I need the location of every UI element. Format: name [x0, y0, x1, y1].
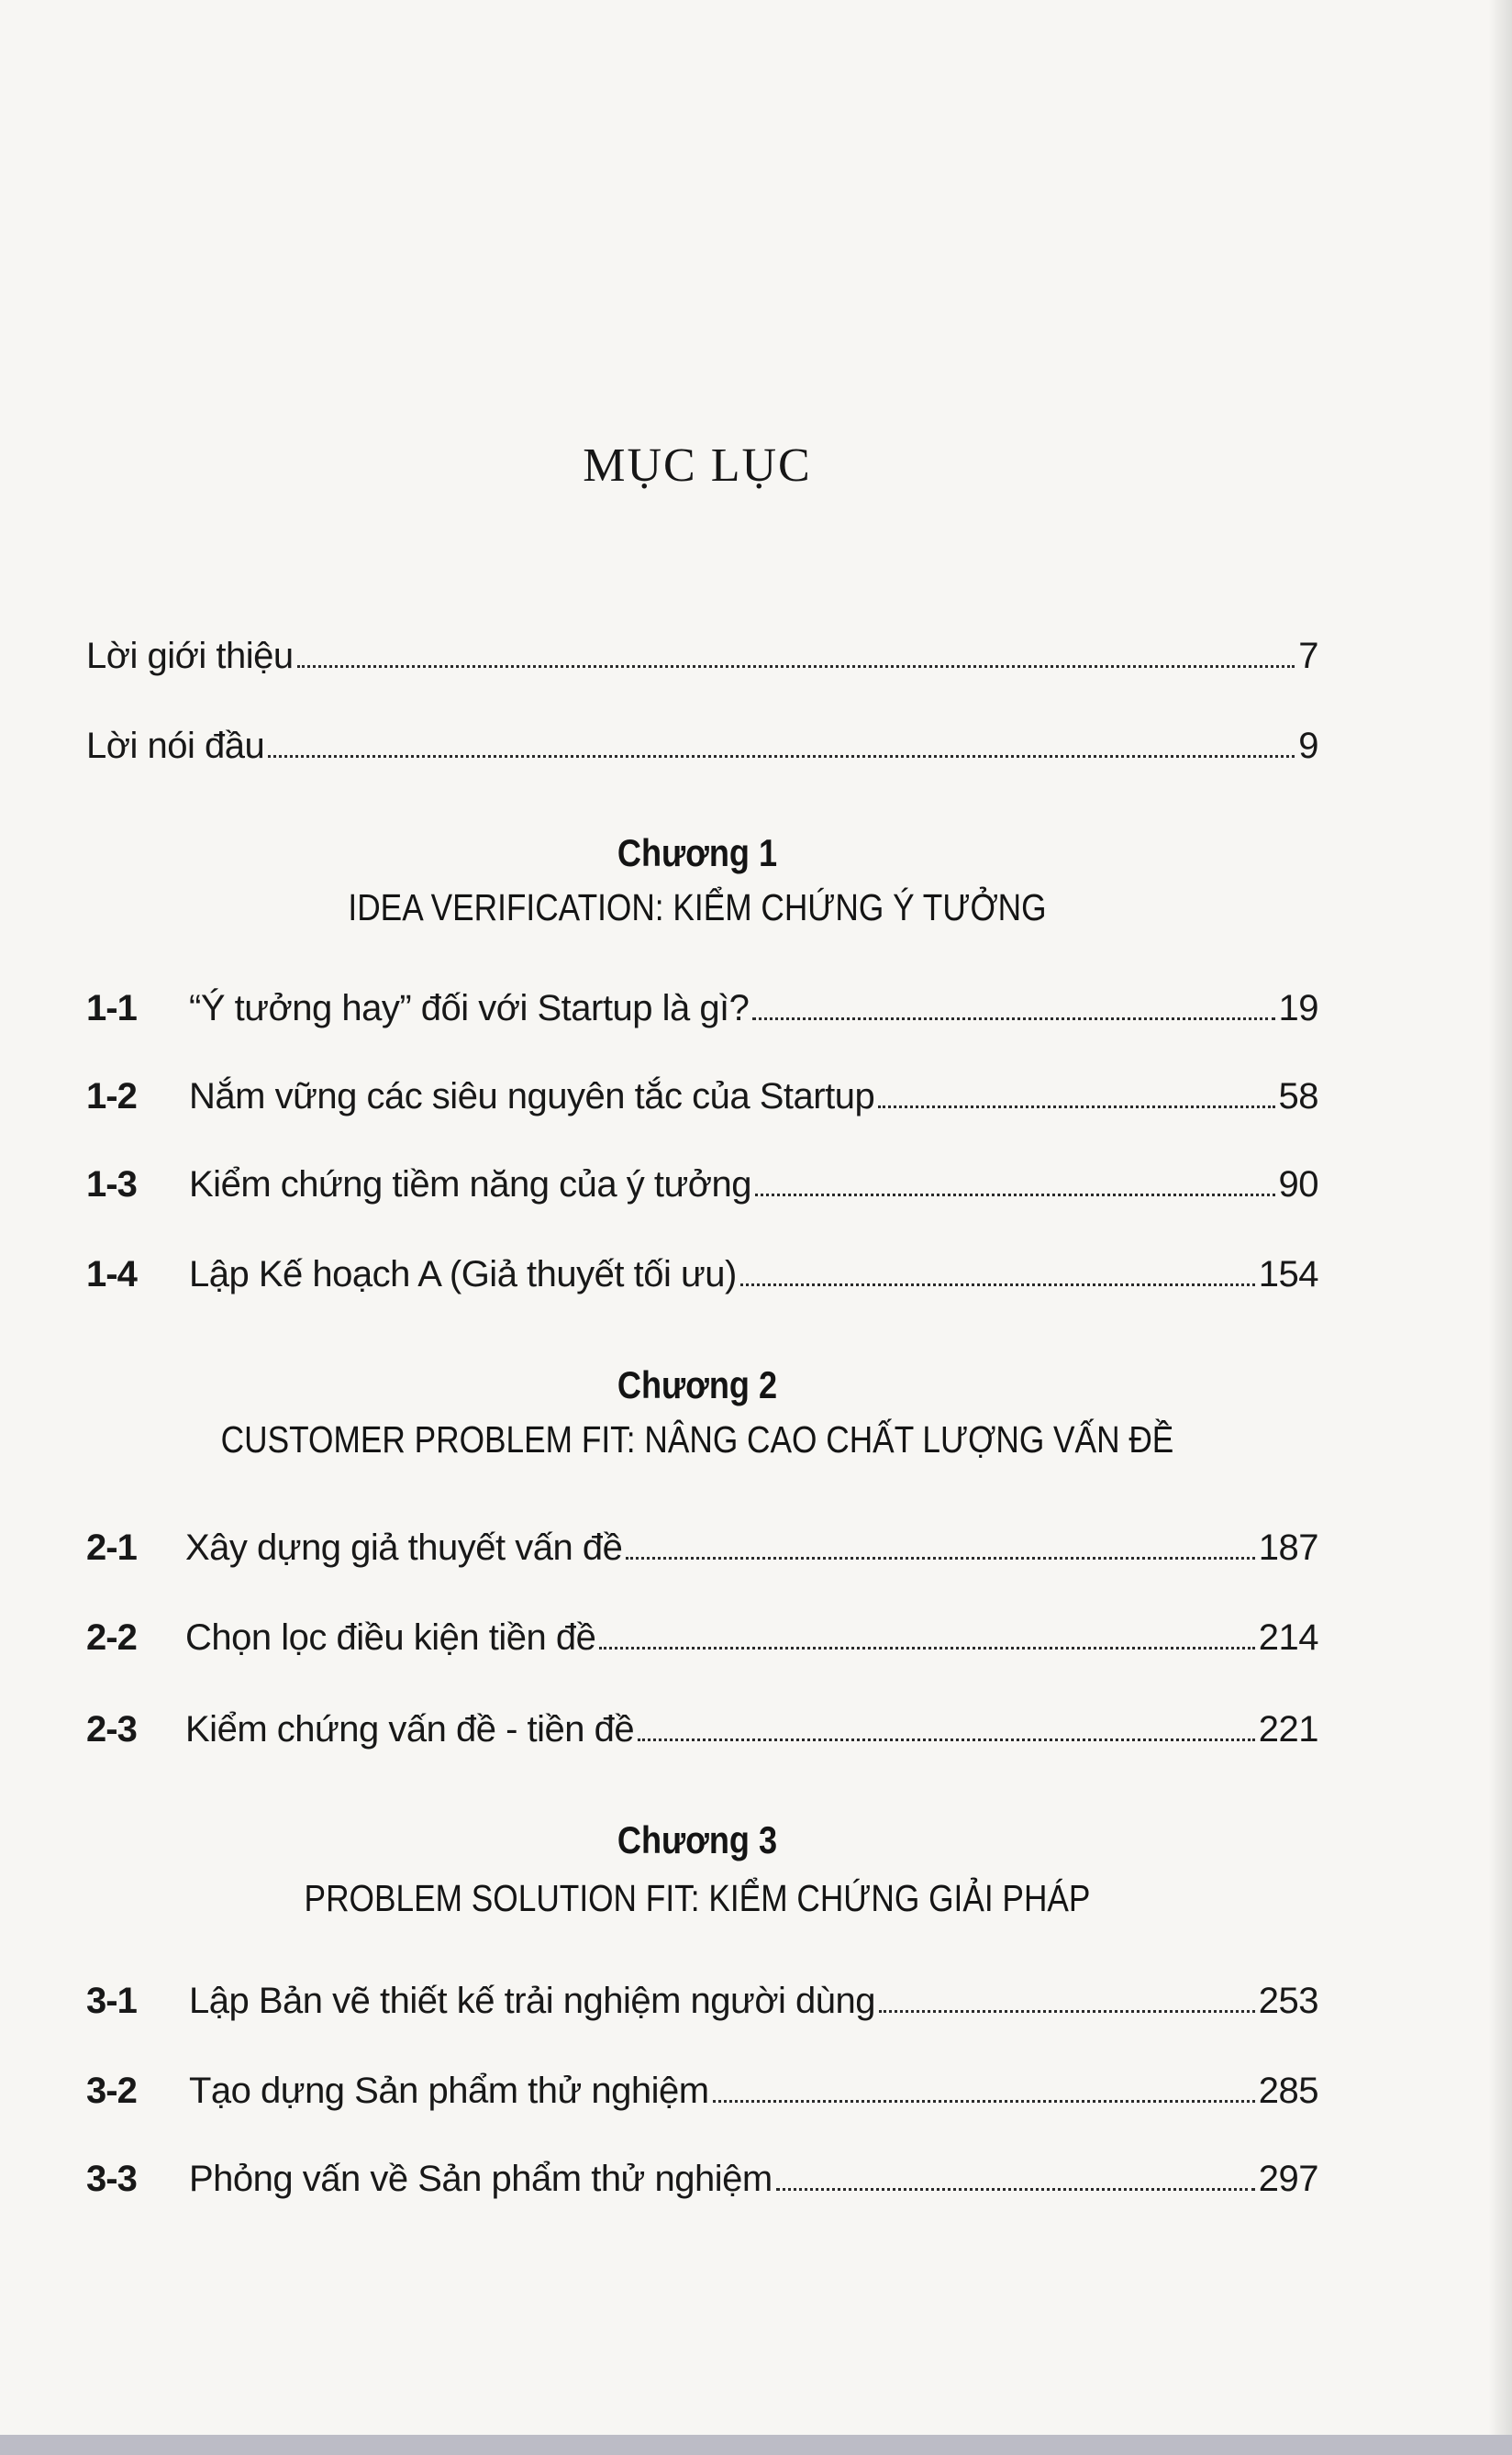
toc-entry-1-3 [86, 1150, 1318, 1205]
toc-entry-page: 187 [1258, 1527, 1318, 1568]
toc-entry-number: 1-4 [86, 1254, 137, 1294]
toc-entry-title: Chọn lọc điều kiện tiền đề [185, 1617, 596, 1658]
toc-entry-title: Kiểm chứng vấn đề - tiền đề [185, 1709, 635, 1750]
leader-dots [879, 2009, 1255, 2013]
toc-entry-3-3 [86, 2145, 1318, 2200]
toc-entry-title: “Ý tưởng hay” đối với Startup là gì? [189, 988, 750, 1028]
toc-entry-page: 9 [1298, 726, 1318, 766]
chapter-2-label: Chương 2 [617, 1363, 778, 1406]
leader-dots [599, 1646, 1254, 1650]
toc-entry-page: 7 [1298, 636, 1318, 676]
toc-entry-1-2 [86, 1062, 1318, 1117]
toc-entry-page: 221 [1258, 1709, 1318, 1750]
leader-dots [626, 1556, 1254, 1560]
toc-entry-number: 3-1 [86, 1981, 137, 2021]
leader-dots [638, 1738, 1255, 1741]
chapter-1-heading: IDEA VERIFICATION: KIỂM CHỨNG Ý TƯỞNG [348, 886, 1047, 928]
toc-entry-number: 1-3 [86, 1164, 137, 1205]
toc-entry-page: 285 [1258, 2071, 1318, 2111]
toc-entry-title: Nắm vững các siêu nguyên tắc của Startup [189, 1076, 875, 1116]
toc-entry-title: Xây dựng giả thuyết vấn đề [185, 1527, 623, 1568]
toc-entry-title: Lập Bản vẽ thiết kế trải nghiệm người dùng [189, 1981, 876, 2021]
toc-entry-number: 3-2 [86, 2071, 137, 2111]
leader-dots [878, 1105, 1274, 1108]
leader-dots [713, 2099, 1255, 2103]
toc-entry-1-1 [86, 974, 1318, 1029]
toc-entry-front-1 [86, 622, 1318, 677]
leader-dots [268, 754, 1295, 758]
toc-entry-page: 154 [1258, 1254, 1318, 1294]
toc-entry-page: 90 [1278, 1164, 1318, 1205]
toc-entry-number: 3-3 [86, 2159, 137, 2199]
toc-entry-title: Lập Kế hoạch A (Giả thuyết tối ưu) [189, 1254, 737, 1294]
toc-entry-title: Kiểm chứng tiềm năng của ý tưởng [189, 1164, 751, 1205]
toc-entry-1-4 [86, 1240, 1318, 1295]
toc-entry-2-1 [86, 1514, 1318, 1569]
toc-title: MỤC LỤC [583, 439, 812, 492]
toc-entry-title: Phỏng vấn về Sản phẩm thử nghiệm [189, 2159, 773, 2199]
leader-dots [752, 1016, 1274, 1020]
toc-entry-page: 297 [1258, 2159, 1318, 2199]
chapter-1-label: Chương 1 [617, 831, 778, 874]
leader-dots [755, 1193, 1275, 1196]
page-edge-shadow [1488, 0, 1512, 2455]
chapter-2-heading: CUSTOMER PROBLEM FIT: NÂNG CAO CHẤT LƯỢNG VẤN ĐỀ [220, 1418, 1174, 1461]
toc-entry-number: 2-1 [86, 1527, 137, 1568]
toc-entry-number: 1-2 [86, 1076, 137, 1116]
toc-entry-title: Lời nói đầu [86, 726, 265, 766]
chapter-3-heading: PROBLEM SOLUTION FIT: KIỂM CHỨNG GIẢI PHÁP [304, 1877, 1091, 1919]
toc-entry-page: 253 [1258, 1981, 1318, 2021]
leader-dots [297, 664, 1295, 668]
toc-entry-title: Tạo dựng Sản phẩm thử nghiệm [189, 2071, 709, 2111]
toc-entry-3-1 [86, 1967, 1318, 2022]
toc-entry-number: 1-1 [86, 988, 137, 1028]
toc-entry-page: 214 [1258, 1617, 1318, 1658]
toc-entry-2-3 [86, 1695, 1318, 1750]
toc-entry-page: 58 [1278, 1076, 1318, 1116]
toc-entry-2-2 [86, 1604, 1318, 1659]
leader-dots [776, 2187, 1255, 2191]
background-strip [0, 2435, 1512, 2455]
toc-entry-number: 2-2 [86, 1617, 137, 1658]
toc-entry-front-2 [86, 712, 1318, 767]
toc-entry-page: 19 [1278, 988, 1318, 1028]
leader-dots [740, 1283, 1255, 1286]
chapter-3-label: Chương 3 [617, 1818, 778, 1861]
toc-entry-number: 2-3 [86, 1709, 137, 1750]
toc-entry-title: Lời giới thiệu [86, 636, 294, 676]
toc-entry-3-2 [86, 2057, 1318, 2112]
